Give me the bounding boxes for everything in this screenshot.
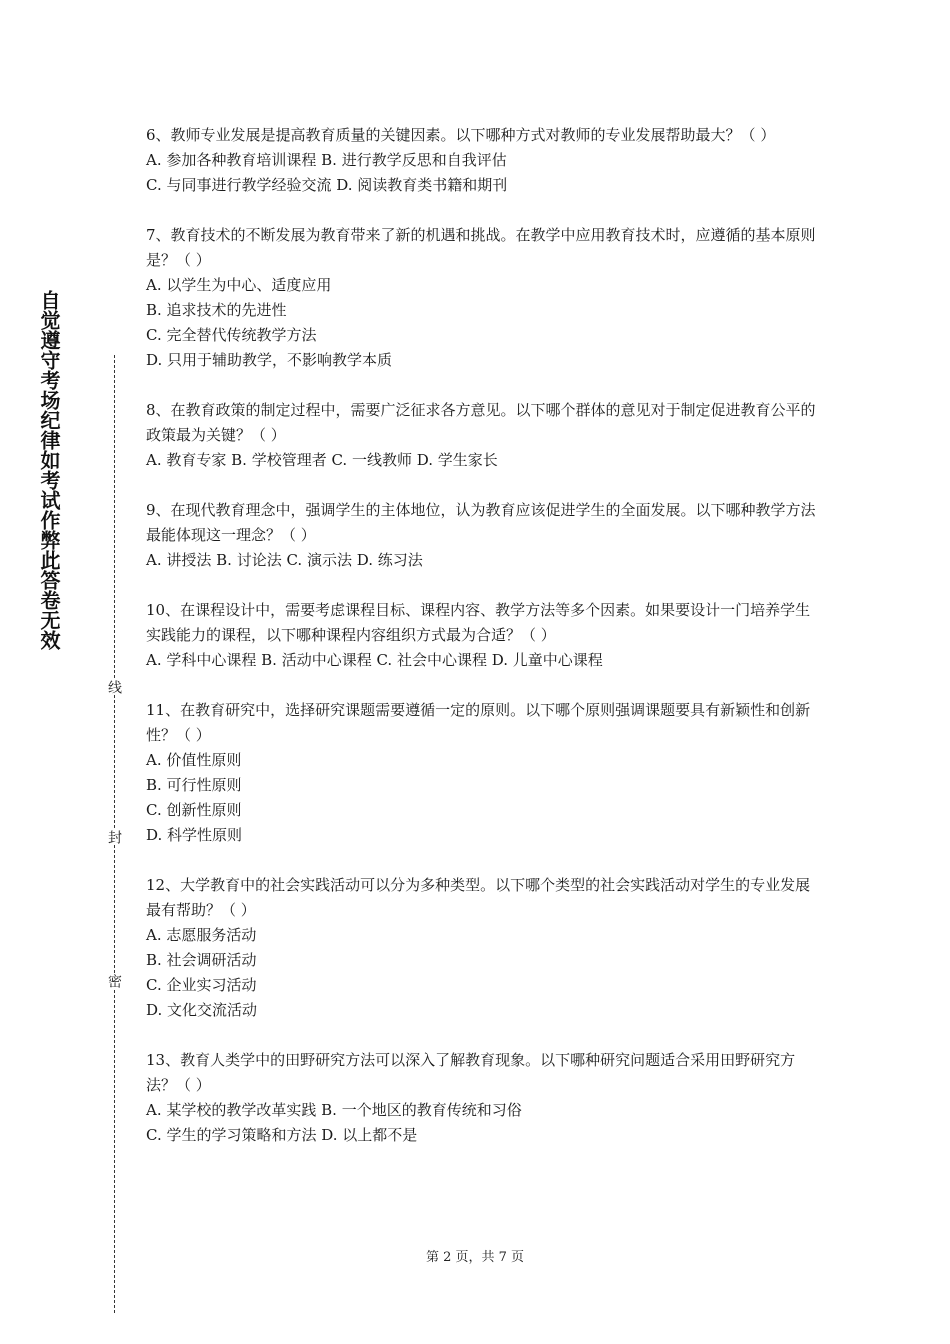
options-line: A. 讲授法 B. 讨论法 C. 演示法 D. 练习法 (146, 551, 423, 569)
option-c: C. 创新性原则 (146, 801, 242, 819)
binding-label-seal: 封 (106, 830, 122, 844)
question-stem: 12、大学教育中的社会实践活动可以分为多种类型。以下哪个类型的社会实践活动对学生的专业发展最有帮助？（ ） (146, 876, 811, 919)
option-a: A. 以学生为中心、适度应用 (146, 276, 332, 294)
option-b: B. 追求技术的先进性 (146, 301, 287, 319)
question-6 (146, 123, 816, 198)
question-8 (146, 398, 816, 473)
option-d: D. 文化交流活动 (146, 1001, 258, 1019)
option-a: A. 志愿服务活动 (146, 926, 257, 944)
options-line: C. 学生的学习策略和方法 D. 以上都不是 (146, 1126, 418, 1144)
option-c: C. 完全替代传统教学方法 (146, 326, 317, 344)
question-12 (146, 873, 816, 1023)
option-d: D. 只用于辅助教学，不影响教学本质 (146, 351, 393, 369)
binding-label-secret: 密 (106, 974, 122, 988)
option-a: A. 价值性原则 (146, 751, 242, 769)
question-stem: 10、在课程设计中，需要考虑课程目标、课程内容、教学方法等多个因素。如果要设计一门培养学生实践能力的课程，以下哪种课程内容组织方式最为合适？（ ） (146, 601, 811, 644)
page-number-footer: 第 2 页，共 7 页 (425, 1250, 525, 1265)
option-c: C. 企业实习活动 (146, 976, 257, 994)
option-b: B. 社会调研活动 (146, 951, 257, 969)
options-line: A. 学科中心课程 B. 活动中心课程 C. 社会中心课程 D. 儿童中心课程 (146, 651, 603, 669)
option-b: B. 可行性原则 (146, 776, 242, 794)
question-13 (146, 1048, 816, 1148)
question-9 (146, 498, 816, 573)
exam-discipline-notice: 自觉遵守考场纪律如考试作弊此答卷无效 (37, 290, 61, 650)
options-line: A. 教育专家 B. 学校管理者 C. 一线教师 D. 学生家长 (146, 451, 498, 469)
question-7 (146, 223, 816, 373)
option-d: D. 科学性原则 (146, 826, 243, 844)
question-stem: 9、在现代教育理念中，强调学生的主体地位，认为教育应该促进学生的全面发展。以下哪种教学方法最能体现这一理念？（ ） (146, 501, 816, 544)
question-stem: 6、教师专业发展是提高教育质量的关键因素。以下哪种方式对教师的专业发展帮助最大？（ ） (146, 126, 776, 144)
binding-label-line: 线 (106, 680, 122, 694)
question-11 (146, 698, 816, 848)
question-stem: 13、教育人类学中的田野研究方法可以深入了解教育现象。以下哪种研究问题适合采用田野研究方法？（ ） (146, 1051, 796, 1094)
options-line: A. 参加各种教育培训课程 B. 进行教学反思和自我评估 (146, 151, 507, 169)
question-10 (146, 598, 816, 673)
question-stem: 11、在教育研究中，选择研究课题需要遵循一定的原则。以下哪个原则强调课题要具有新颖性和创新性？（ ） (146, 701, 811, 744)
options-line: A. 某学校的教学改革实践 B. 一个地区的教育传统和习俗 (146, 1101, 522, 1119)
options-line: C. 与同事进行教学经验交流 D. 阅读教育类书籍和期刊 (146, 176, 508, 194)
question-stem: 8、在教育政策的制定过程中，需要广泛征求各方意见。以下哪个群体的意见对于制定促进教育公平的政策最为关键？（ ） (146, 401, 816, 444)
question-stem: 7、教育技术的不断发展为教育带来了新的机遇和挑战。在教学中应用教育技术时，应遵循的基本原则是？（ ） (146, 226, 816, 269)
question-list (146, 123, 816, 1173)
